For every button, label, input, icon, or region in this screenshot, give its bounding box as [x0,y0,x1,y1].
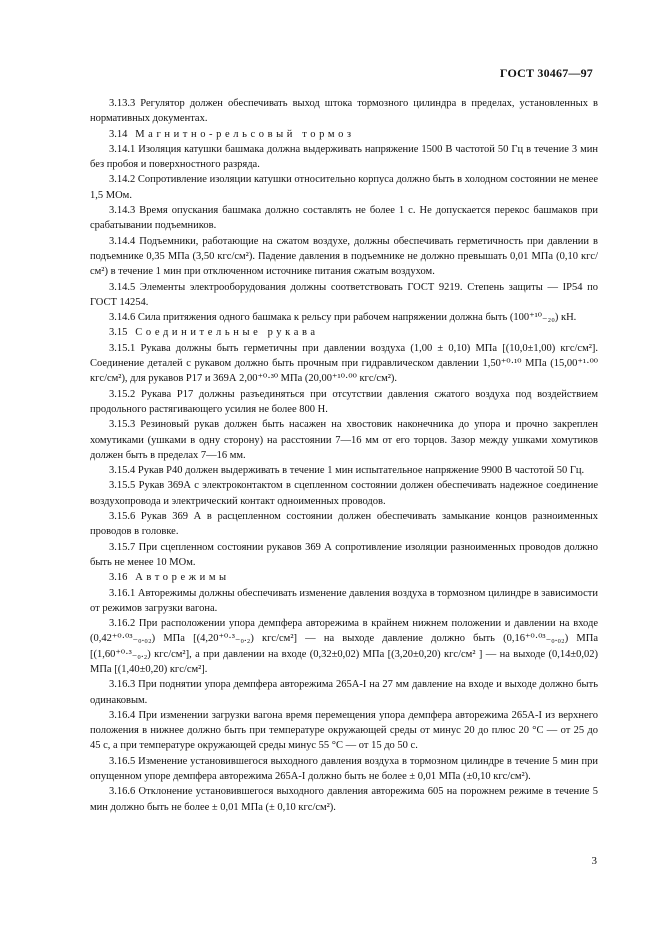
section-heading-3-15 [90,325,598,340]
paragraph-3-16-3: 3.16.3 При поднятии упора демпфера авторежима 265А-I на 27 мм давление на входе и выходе должно быть одинаковым. [90,679,598,706]
paragraph-3-16-1: 3.16.1 Авторежимы должны обеспечивать изменение давления воздуха в тормозном цилиндре в зависимости от режимов загрузки вагона. [90,587,598,614]
paragraph-3-14-6: 3.14.6 Сила притяжения одного башмака к рельсу при рабочем напряжении должна быть (100⁺¹⁰₋₂₀) кН. [109,312,577,324]
paragraph-3-15-6: 3.15.6 Рукав 369 А в расцепленном состоянии должен обеспечивать замыкание концов разноименных проводов в головке. [90,511,598,538]
paragraph-3-14-3: 3.14.3 Время опускания башмака должно составлять не более 1 с. Не допускается перекос башмаков при срабатывании подъемников. [90,205,598,232]
paragraph-3-13-3: 3.13.3 Регулятор должен обеспечивать выход штока тормозного цилиндра в пределах, установленных в нормативных документах. [90,98,598,125]
paragraph-3-15-7: 3.15.7 При сцепленном состоянии рукавов 369 А сопротивление изоляции разноименных проводов должно быть не менее 10 МОм. [90,541,598,568]
paragraph-3-15-1: 3.15.1 Рукава должны быть герметичны при давлении воздуха (1,00 ± 0,10) МПа [(10,0±1,00) кгс/см²]. Соединение деталей с рукавом должно быть прочным при гидравлическом давлении 1,50⁺⁰·¹⁰ МПа (15,00⁺¹·⁰⁰ кгс/см²), для рукавов Р17 и 369А 2,00⁺⁰·³⁰ МПа (20,00⁺¹⁰·⁰⁰ кгс/см²). [90,342,598,385]
section-title: Соединительные рукава [135,327,319,339]
paragraph-3-14-4: 3.14.4 Подъемники, работающие на сжатом воздухе, должны обеспечивать герметичность при давлении в подъемнике 0,35 МПа (3,50 кгс/см²). Падение давления в подъемнике не должно превышать 0,01 МПа (0,10 кгс/см²) в течение 1 мин при отключенном источнике питания сжатым воздухом. [90,235,598,278]
section-number: 3.14 [109,128,128,140]
section-title: Авторежимы [135,572,230,584]
section-heading-3-14 [90,127,598,142]
paragraph-3-15-4: 3.15.4 Рукав Р40 должен выдерживать в течение 1 мин испытательное напряжение 9900 В частотой 50 Гц. [109,465,585,477]
section-number: 3.16 [109,572,128,584]
document-header: ГОСТ 30467—97 [499,66,593,80]
paragraph-3-14-1: 3.14.1 Изоляция катушки башмака должна выдерживать напряжение 1500 В частотой 50 Гц в течение 3 мин без пробоя и поверхностного разряда. [90,143,598,171]
document-body [90,96,598,815]
paragraph-3-14-5: 3.14.5 Элементы электрооборудования должны соответствовать ГОСТ 9219. Степень защиты — IP54 по ГОСТ 14254. [90,281,598,308]
section-number: 3.15 [109,327,128,339]
paragraph-3-15-2: 3.15.2 Рукава Р17 должны разъединяться при отсутствии давления сжатого воздуха под воздействием продольного растягивающего усилия не более 800 Н. [90,388,598,415]
paragraph-3-16-5: 3.16.5 Изменение установившегося выходного давления воздуха в тормозном цилиндре в течение 5 мин при опущенном упоре демпфера авторежима 265А-I должно быть не более ± 0,01 МПа (±0,10 кгс/см²). [90,755,598,783]
section-title: Магнитно-рельсовый тормоз [135,128,355,140]
paragraph-3-16-4: 3.16.4 При изменении загрузки вагона время перемещения упора демпфера авторежима 265А-I из верхнего положения в нижнее должно быть при температуре окружающей среды от минус 20 до плюс 20 °С — от 25 до 45 с, а при температуре окружающей среды минус 55 °С — от 15 до 50 с. [90,709,598,752]
paragraph-3-15-3: 3.15.3 Резиновый рукав должен быть насажен на хвостовик наконечника до упора и прочно закреплен хомутиками (ушками в одну сторону) на расстоянии 7—16 мм от его торцов. Зазор между ушками хомутиков должен быть в пределах 7—16 мм. [90,419,598,461]
page-number: 3 [591,855,597,867]
paragraph-3-14-2: 3.14.2 Сопротивление изоляции катушки относительно корпуса должно быть в холодном состоянии не менее 1,5 МОм. [90,174,598,201]
paragraph-3-16-6: 3.16.6 Отклонение установившегося выходного давления авторежима 605 на порожнем режиме в течение 5 мин должно быть не более ± 0,01 МПа (± 0,10 кгс/см²). [90,786,598,813]
paragraph-3-15-5: 3.15.5 Рукав 369А с электроконтактом в сцепленном состоянии должен обеспечивать надежное соединение воздухопровода и электрический контакт одноименных проводов. [90,480,598,507]
paragraph-3-16-2: 3.16.2 При расположении упора демпфера авторежима в крайнем нижнем положении и давлении на входе (0,42⁺⁰·⁰³₋₀.₀₂) МПа [(4,20⁺⁰·³₋₀.₂) кгс/см²] — на выходе давление должно быть (0,16⁺⁰·⁰³₋₀.₀₂) МПа [(1,60⁺⁰·³₋₀.₂) кгс/см²], а при давлении на входе (0,32±0,02) МПа [(3,20±0,20) кгс/см² ] — на выходе (0,14±0,02) МПа [(1,40±0,20) кгс/см²]. [90,618,598,675]
section-heading-3-16 [90,570,598,585]
